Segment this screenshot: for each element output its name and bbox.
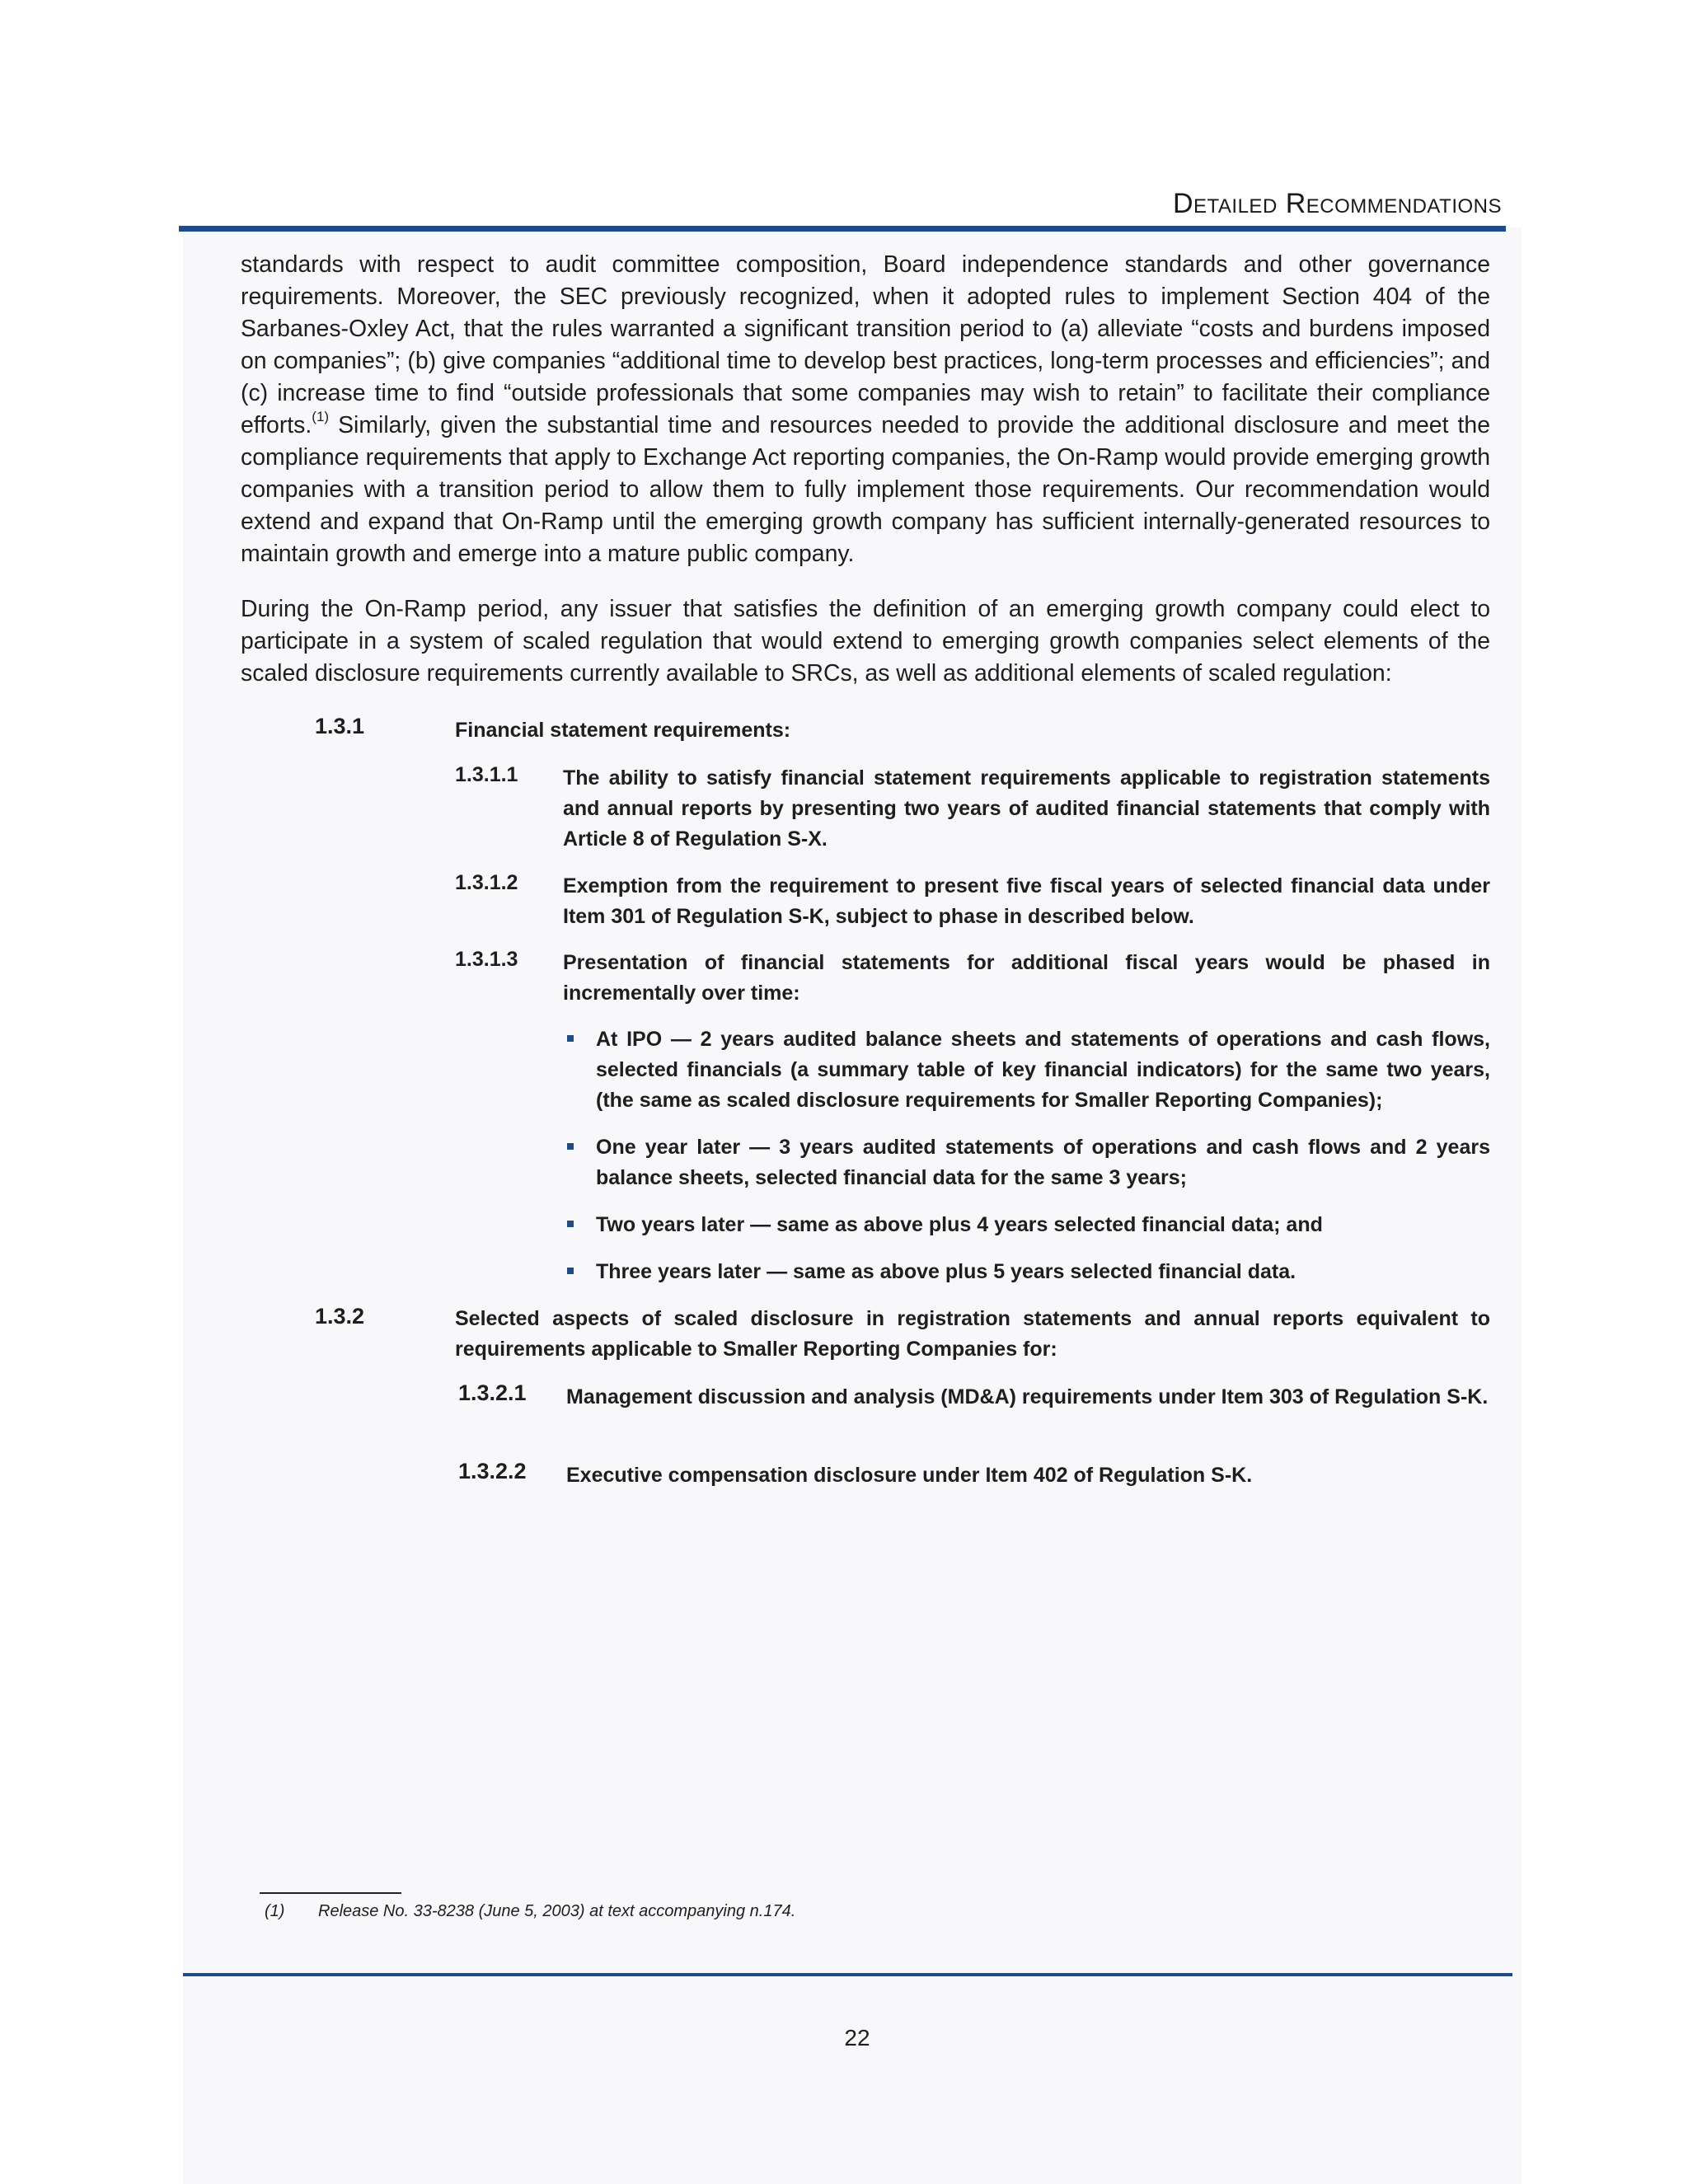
body-paragraph-2: During the On-Ramp period, any issuer that satisfies the definition of an emerging growth company could elect to participate in a system of scaled regulation that would extend to emerging growth companies select elements of the scaled disclosure requirements currently available to SRCs, as well as additional elements of scaled regulation:: [241, 596, 1490, 687]
bullet-square-icon: [567, 1143, 574, 1150]
footnote-reference[interactable]: (1): [312, 409, 330, 424]
section-number-1-3-1: 1.3.1: [315, 714, 365, 738]
section-number-1-3-1-1: 1.3.1.1: [455, 763, 518, 786]
section-text-1-3-2-2: Executive compensation disclosure under Item 402 of Regulation S-K.: [566, 1464, 1253, 1487]
footer-rule: [183, 1973, 1512, 1976]
page-number: 22: [844, 2025, 870, 2050]
header-rule: [179, 226, 1506, 232]
section-number-1-3-2-2: 1.3.2.2: [458, 1459, 527, 1483]
section-heading-1-3-2: Selected aspects of scaled disclosure in registration statements and annual reports equivalent to requirements applicable to Smaller Reporting Companies for:: [455, 1307, 1490, 1361]
section-text-1-3-1-2: Exemption from the requirement to present five fiscal years of selected financial data under Item 301 of Regulation S-K, subject to phase in described below.: [563, 874, 1490, 928]
footnote-text: Release No. 33-8238 (June 5, 2003) at text accompanying n.174.: [318, 1902, 796, 1920]
running-header: Detailed Recommendations: [1172, 188, 1502, 219]
body-paragraph-1: [241, 249, 1490, 570]
section-number-1-3-2: 1.3.2: [315, 1304, 365, 1329]
footnote-separator: [260, 1892, 401, 1894]
bullet-item: Two years later — same as above plus 4 years selected financial data; and: [596, 1213, 1323, 1236]
bullet-item: One year later — 3 years audited statements of operations and cash flows and 2 years balance sheets, selected financial data for the same 3 years;: [596, 1136, 1490, 1189]
bullet-square-icon: [567, 1221, 574, 1227]
section-text-1-3-2-1: Management discussion and analysis (MD&A) requirements under Item 303 of Regulation S-K.: [566, 1385, 1489, 1408]
section-number-1-3-1-2: 1.3.1.2: [455, 871, 518, 894]
bullet-square-icon: [567, 1268, 574, 1274]
section-number-1-3-2-1: 1.3.2.1: [458, 1380, 527, 1405]
section-number-1-3-1-3: 1.3.1.3: [455, 948, 518, 971]
bullet-item: Three years later — same as above plus 5 years selected financial data.: [596, 1260, 1296, 1283]
section-text-1-3-1-3: Presentation of financial statements for additional fiscal years would be phased in incrementally over time:: [563, 951, 1490, 1005]
section-heading-1-3-1: Financial statement requirements:: [455, 719, 791, 742]
section-text-1-3-1-1: The ability to satisfy financial statement requirements applicable to registration statements and annual reports by presenting two years of audited financial statements that comply with Article 8 of Regulation S-X.: [563, 766, 1490, 851]
paragraph-1-text-a: standards with respect to audit committee composition, Board independence standards and other governance requirements. Moreover, the SEC previously recognized, when it adopted rules to implement Section 404 of the Sarbanes-Oxley Act, that the rules warranted a significant transition period to (a) alleviate “costs and burdens imposed on companies”; (b) give companies “additional time to develop best practices, long-term processes and efficiencies”; and (c) increase time to find “outside professionals that some companies may wish to retain” to facilitate their compliance efforts.: [241, 251, 1490, 438]
paragraph-1-text-b: Similarly, given the substantial time and resources needed to provide the additional disclosure and meet the compliance requirements that apply to Exchange Act reporting companies, the On-Ramp would provide emerging growth companies with a transition period to allow them to fully implement those requirements. Our recommendation would extend and expand that On-Ramp until the emerging growth company has sufficient internally-generated resources to maintain growth and emerge into a mature public company.: [241, 412, 1490, 567]
footnote-number: (1): [265, 1902, 285, 1920]
bullet-item: At IPO — 2 years audited balance sheets and statements of operations and cash flows, selected financials (a summary table of key financial indicators) for the same two years, (the same as scaled disclosure requirements for Smaller Reporting Companies);: [596, 1028, 1490, 1112]
bullet-square-icon: [567, 1035, 574, 1042]
